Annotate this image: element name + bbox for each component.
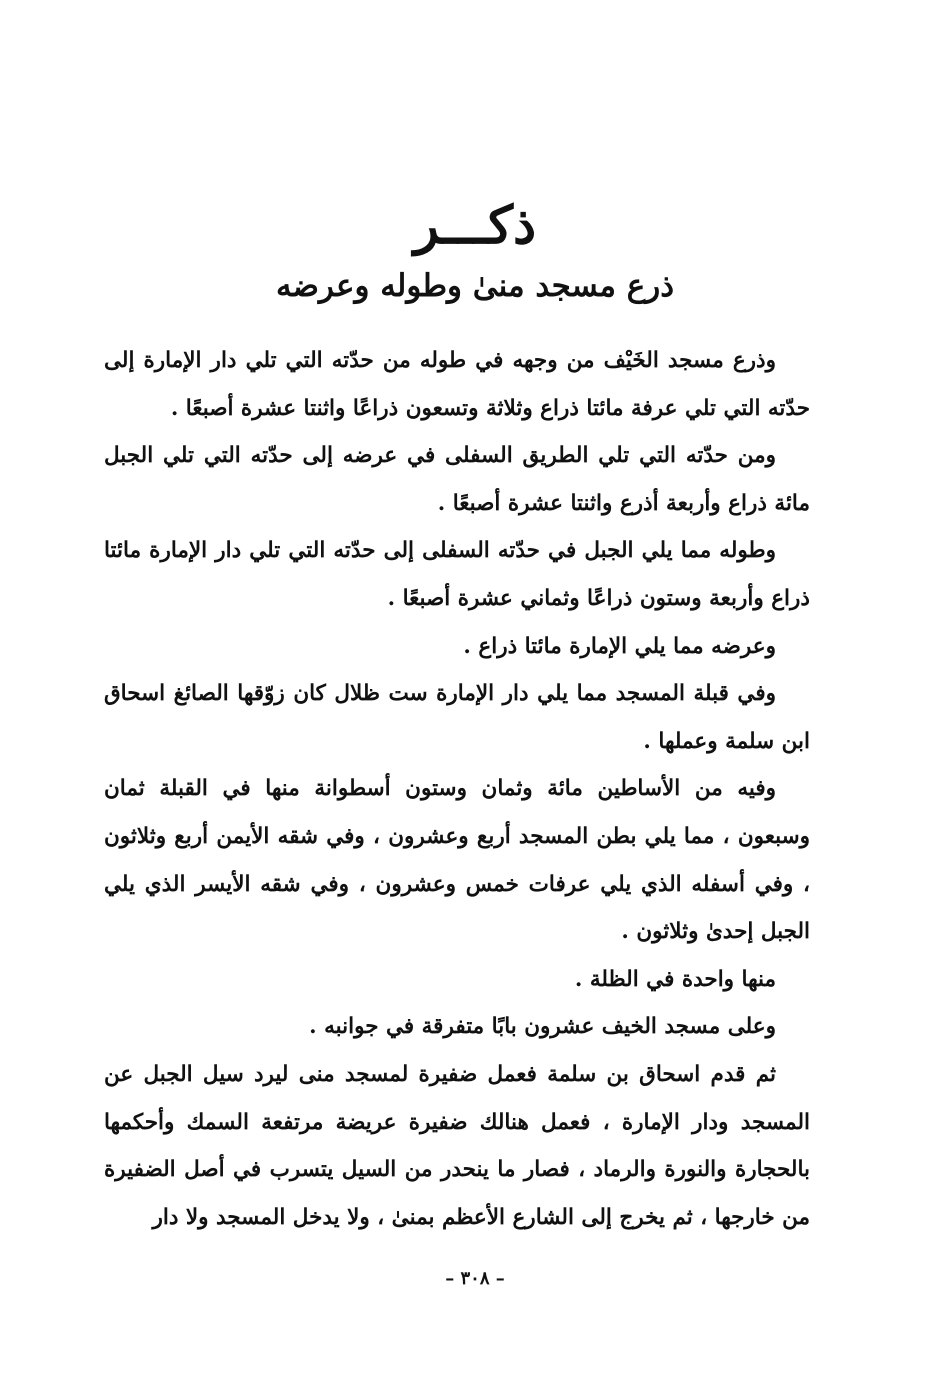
paragraph: وعرضه مما يلي الإمارة مائتا ذراع . [463,633,776,659]
paragraph: وذرع مسجد الخَيْف من وجهه في طوله من حدّته التي تلي دار الإمارة إلى حدّته التي تلي عرفة مائتا ذراع وثلاثة وتسعون ذراعًا واثنتا عشرة أصبعًا . [104,348,810,421]
paragraph: وعلى مسجد الخيف عشرون بابًا متفرقة في جوانبه . [309,1014,776,1040]
paragraph: وطوله مما يلي الجبل في حدّته السفلى إلى حدّته التي تلي دار الإمارة مائتا ذراع وأربعة وستون ذراعًا وثماني عشرة أصبعًا . [104,538,810,611]
paragraph: ثم قدم اسحاق بن سلمة فعمل ضفيرة لمسجد منى ليرد سيل الجبل عن المسجد ودار الإمارة ، فعمل هنالك ضفيرة عريضة مرتفعة السمك وأحكمها بالحجارة والنورة والرماد ، فصار ما ينحدر من السيل يتسرب في أصل الضفيرة من خارجها ، ثم يخرج إلى الشارع الأعظم بمنىٰ ، ولا يدخل المسجد ولا دار [104,1061,810,1230]
paragraph: ومن حدّته التي تلي الطريق السفلى في عرضه إلى حدّته التي تلي الجبل مائة ذراع وأربعة أذرع واثنتا عشرة أصبعًا . [104,443,810,516]
body-text [104,337,810,1241]
paragraph: وفي قبلة المسجد مما يلي دار الإمارة ست ظلال كان زوّقها الصائغ اسحاق ابن سلمة وعملها . [104,681,810,754]
section-heading [0,196,950,256]
paragraph: منها واحدة في الظلة . [574,966,776,992]
section-subheading: ذرع مسجد منىٰ وطوله وعرضه [275,268,675,304]
paragraph: وفيه من الأساطين مائة وثمان وستون أسطوانة منها في القبلة ثمان وسبعون ، مما يلي بطن المسجد أربع وعشرون ، وفي شقه الأيمن أربع وثلاثون ، وفي أسفله الذي يلي عرفات خمس وعشرون ، وفي شقه الأيسر الذي يلي الجبل إحدىٰ وثلاثون . [104,776,810,945]
page-number: – ٣٠٨ – [445,1268,505,1289]
section-heading-text: ذكـــر [413,195,537,256]
